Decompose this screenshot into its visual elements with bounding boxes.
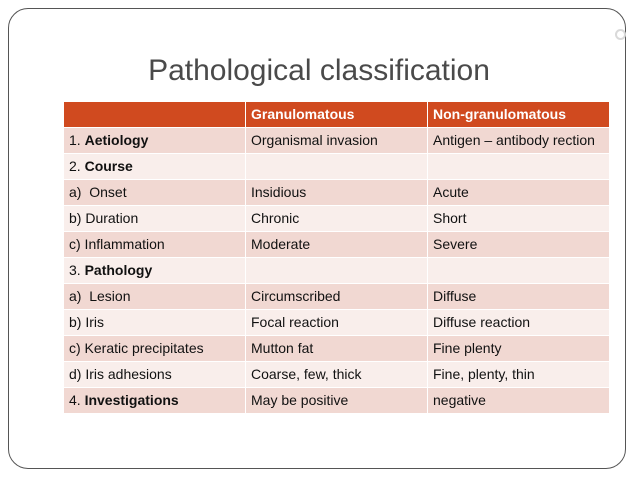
table-body	[64, 128, 610, 414]
row-label-cell	[64, 362, 246, 388]
table-row	[64, 232, 610, 258]
table-header-row	[64, 102, 610, 128]
row-label-cell	[64, 128, 246, 154]
row-label-text: c) Inflammation	[69, 236, 165, 252]
row-label-text: c) Keratic precipitates	[69, 340, 204, 356]
table-row	[64, 206, 610, 232]
granulomatous-cell: Organismal invasion	[246, 128, 428, 154]
non-granulomatous-cell: negative	[428, 388, 610, 414]
non-granulomatous-cell: Fine plenty	[428, 336, 610, 362]
header-cell-blank	[64, 102, 246, 128]
table-row	[64, 388, 610, 414]
slide-title: Pathological classification	[148, 54, 490, 87]
classification-table	[63, 101, 610, 414]
row-label-cell	[64, 154, 246, 180]
row-label-text: a) Onset	[69, 184, 127, 200]
row-label-text: a) Lesion	[69, 288, 131, 304]
granulomatous-cell	[246, 258, 428, 284]
row-label-cell	[64, 388, 246, 414]
row-label-prefix: 1.	[69, 132, 85, 148]
granulomatous-cell: Circumscribed	[246, 284, 428, 310]
table-row	[64, 258, 610, 284]
header-cell-non-granulomatous: Non-granulomatous	[428, 102, 610, 128]
granulomatous-cell: Chronic	[246, 206, 428, 232]
row-label-text: b) Iris	[69, 314, 104, 330]
header-cell-granulomatous: Granulomatous	[246, 102, 428, 128]
table-row	[64, 128, 610, 154]
granulomatous-cell	[246, 154, 428, 180]
row-label-cell	[64, 310, 246, 336]
non-granulomatous-cell: Antigen – antibody rection	[428, 128, 610, 154]
table-row	[64, 362, 610, 388]
table-row	[64, 310, 610, 336]
granulomatous-cell: Focal reaction	[246, 310, 428, 336]
row-label-prefix: 4.	[69, 392, 85, 408]
row-label-text: b) Duration	[69, 210, 139, 226]
non-granulomatous-cell: Acute	[428, 180, 610, 206]
row-label-cell	[64, 180, 246, 206]
granulomatous-cell: Coarse, few, thick	[246, 362, 428, 388]
non-granulomatous-cell	[428, 258, 610, 284]
row-label-bold: Aetiology	[84, 132, 149, 148]
row-label-text: d) Iris adhesions	[69, 366, 172, 382]
slide-corner-dot-icon	[615, 29, 626, 40]
row-label-cell	[64, 206, 246, 232]
table-row	[64, 154, 610, 180]
table-row	[64, 180, 610, 206]
non-granulomatous-cell: Diffuse reaction	[428, 310, 610, 336]
table-row	[64, 284, 610, 310]
non-granulomatous-cell	[428, 154, 610, 180]
granulomatous-cell: Mutton fat	[246, 336, 428, 362]
row-label-cell	[64, 336, 246, 362]
row-label-cell	[64, 232, 246, 258]
row-label-bold: Course	[84, 158, 133, 174]
row-label-cell	[64, 258, 246, 284]
non-granulomatous-cell: Short	[428, 206, 610, 232]
table-row	[64, 336, 610, 362]
row-label-bold: Pathology	[84, 262, 153, 278]
granulomatous-cell: May be positive	[246, 388, 428, 414]
row-label-prefix: 2.	[69, 158, 85, 174]
non-granulomatous-cell: Diffuse	[428, 284, 610, 310]
row-label-bold: Investigations	[84, 392, 179, 408]
row-label-prefix: 3.	[69, 262, 85, 278]
non-granulomatous-cell: Fine, plenty, thin	[428, 362, 610, 388]
granulomatous-cell: Moderate	[246, 232, 428, 258]
row-label-cell	[64, 284, 246, 310]
granulomatous-cell: Insidious	[246, 180, 428, 206]
non-granulomatous-cell: Severe	[428, 232, 610, 258]
